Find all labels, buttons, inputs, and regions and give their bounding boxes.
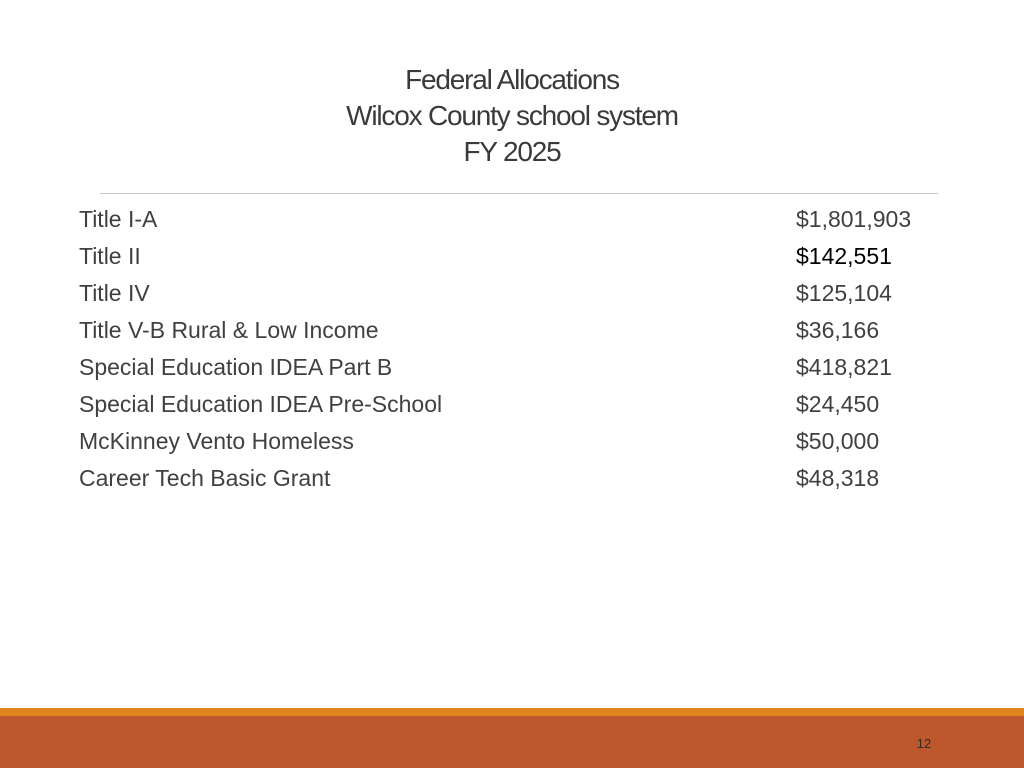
allocation-label: Title V-B Rural & Low Income: [79, 317, 379, 343]
allocation-row-title-i-a: [79, 201, 939, 238]
allocation-row-mckinney-vento: [79, 423, 939, 460]
title-line-3: FY 2025: [463, 136, 561, 167]
allocation-amount: $50,000: [796, 428, 880, 454]
allocation-amount: $36,166: [796, 317, 880, 343]
slide-title: [0, 62, 1024, 170]
allocation-row-title-iv: [79, 275, 939, 312]
allocation-label: Title I-A: [79, 206, 158, 232]
allocation-amount: $142,551: [796, 243, 892, 269]
allocation-row-title-v-b: [79, 312, 939, 349]
allocation-row-career-tech: [79, 460, 939, 497]
allocation-amount: $418,821: [796, 354, 892, 380]
allocation-label: Special Education IDEA Pre-School: [79, 391, 443, 417]
allocation-amount: $24,450: [796, 391, 880, 417]
title-divider: [100, 193, 938, 194]
allocation-row-title-ii: [79, 238, 939, 275]
footer-accent-stripe: [0, 708, 1024, 716]
allocation-label: McKinney Vento Homeless: [79, 428, 354, 454]
title-line-1: Federal Allocations: [405, 64, 619, 95]
allocation-amount: $125,104: [796, 280, 892, 306]
allocation-label: Title IV: [79, 280, 150, 306]
allocation-amount: $1,801,903: [796, 206, 912, 232]
allocation-label: Career Tech Basic Grant: [79, 465, 331, 491]
title-line-2: Wilcox County school system: [346, 100, 678, 131]
allocation-list: [79, 201, 939, 497]
allocation-label: Special Education IDEA Part B: [79, 354, 393, 380]
footer-band: [0, 716, 1024, 768]
allocation-row-idea-pre-school: [79, 386, 939, 423]
page-number: 12: [916, 736, 932, 751]
allocation-amount: $48,318: [796, 465, 880, 491]
allocation-label: Title II: [79, 243, 141, 269]
allocation-row-idea-part-b: [79, 349, 939, 386]
